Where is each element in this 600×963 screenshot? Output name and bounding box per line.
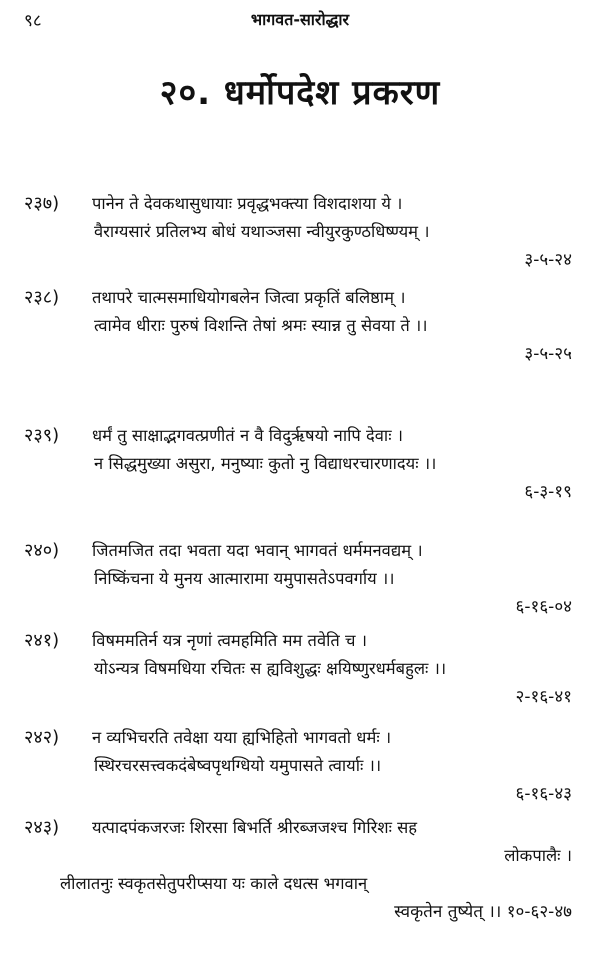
verse-243 [24, 814, 572, 926]
verse-238 [24, 284, 572, 368]
verse-line: यत्पादपंकजरजः शिरसा बिभर्ति श्रीरब्जजश्च गिरिशः सह [92, 818, 418, 837]
verse-line: निष्किंचना ये मुनय आत्मारामा यमुपासतेऽपवर्गाय ।। [94, 569, 395, 588]
verse-reference: ६-३-१९ [524, 482, 572, 502]
verse-number: २४३) [24, 817, 60, 838]
verse-reference: ६-१६-४३ [515, 784, 572, 804]
verse-line: न सिद्धमुख्या असुरा, मनुष्याः कुतो नु विद्याधरचारणादयः ।। [94, 454, 437, 473]
verse-number: २४०) [24, 540, 60, 561]
verse-number: २४१) [24, 630, 60, 651]
verse-line: त्वामेव धीराः पुरुषं विशन्ति तेषां श्रमः स्यान्न तु सेवया ते ।। [94, 316, 428, 335]
verse-240 [24, 537, 572, 621]
page-number: ९८ [24, 11, 42, 31]
verse-reference: ३-५-२५ [524, 344, 572, 364]
verse-number: २३८) [24, 287, 60, 308]
verse-line: स्थिरचरसत्त्वकदंबेष्वपृथग्धियो यमुपासते त्वार्याः ।। [94, 756, 382, 775]
verse-241 [24, 627, 572, 711]
verse-number: २३७) [24, 193, 60, 214]
verse-line: योऽन्यत्र विषमधिया रचितः स ह्यविशुद्धः क्षयिष्णुरधर्मबहुलः ।। [94, 659, 447, 678]
verse-line: जितमजित तदा भवता यदा भवान् भागवतं धर्ममनवद्यम् । [92, 541, 423, 560]
verse-line: विषममतिर्न यत्र नृणां त्वमहमिति मम तवेति च । [92, 631, 368, 650]
verse-reference: ६-१६-०४ [515, 597, 572, 617]
chapter-title: २०. धर्मोपदेश प्रकरण [159, 73, 441, 113]
verse-reference-line [24, 898, 572, 926]
verse-reference: २-१६-४१ [515, 687, 572, 707]
verse-number: २४२) [24, 727, 60, 748]
verse-242 [24, 724, 572, 808]
verse-line: स्वकृतेन तुष्येत् ।। [394, 902, 502, 922]
verse-line: वैराग्यसारं प्रतिलभ्य बोधं यथाञ्जसा न्वीयुरकुण्ठधिष्ण्यम् । [94, 222, 430, 241]
verse-line: न व्यभिचरति तवेक्षा यया ह्यभिहितो भागवतो धर्मः । [92, 728, 392, 747]
verse-line-continuation: लोकपालैः । [504, 846, 572, 865]
verse-line: लीलातनुः स्वकृतसेतुपरीप्सया यः काले दधत्स भगवान् [60, 874, 368, 893]
verse-line: धर्मं तु साक्षाद्भगवत्प्रणीतं न वै विदुर्ऋषयो नापि देवाः । [92, 426, 404, 445]
verse-line: तथापरे चात्मसमाधियोगबलेन जित्वा प्रकृतिं बलिष्ठाम् । [92, 288, 406, 307]
verse-reference: ३-५-२४ [524, 250, 572, 270]
verse-reference: १०-६२-४७ [506, 902, 572, 922]
verse-237 [24, 190, 572, 274]
verse-239 [24, 422, 572, 506]
verse-line: पानेन ते देवकथासुधायाः प्रवृद्धभक्त्या विशदाशया ये । [92, 194, 403, 213]
running-head: भागवत-सारोद्धार [250, 10, 350, 29]
verse-number: २३९) [24, 425, 60, 446]
